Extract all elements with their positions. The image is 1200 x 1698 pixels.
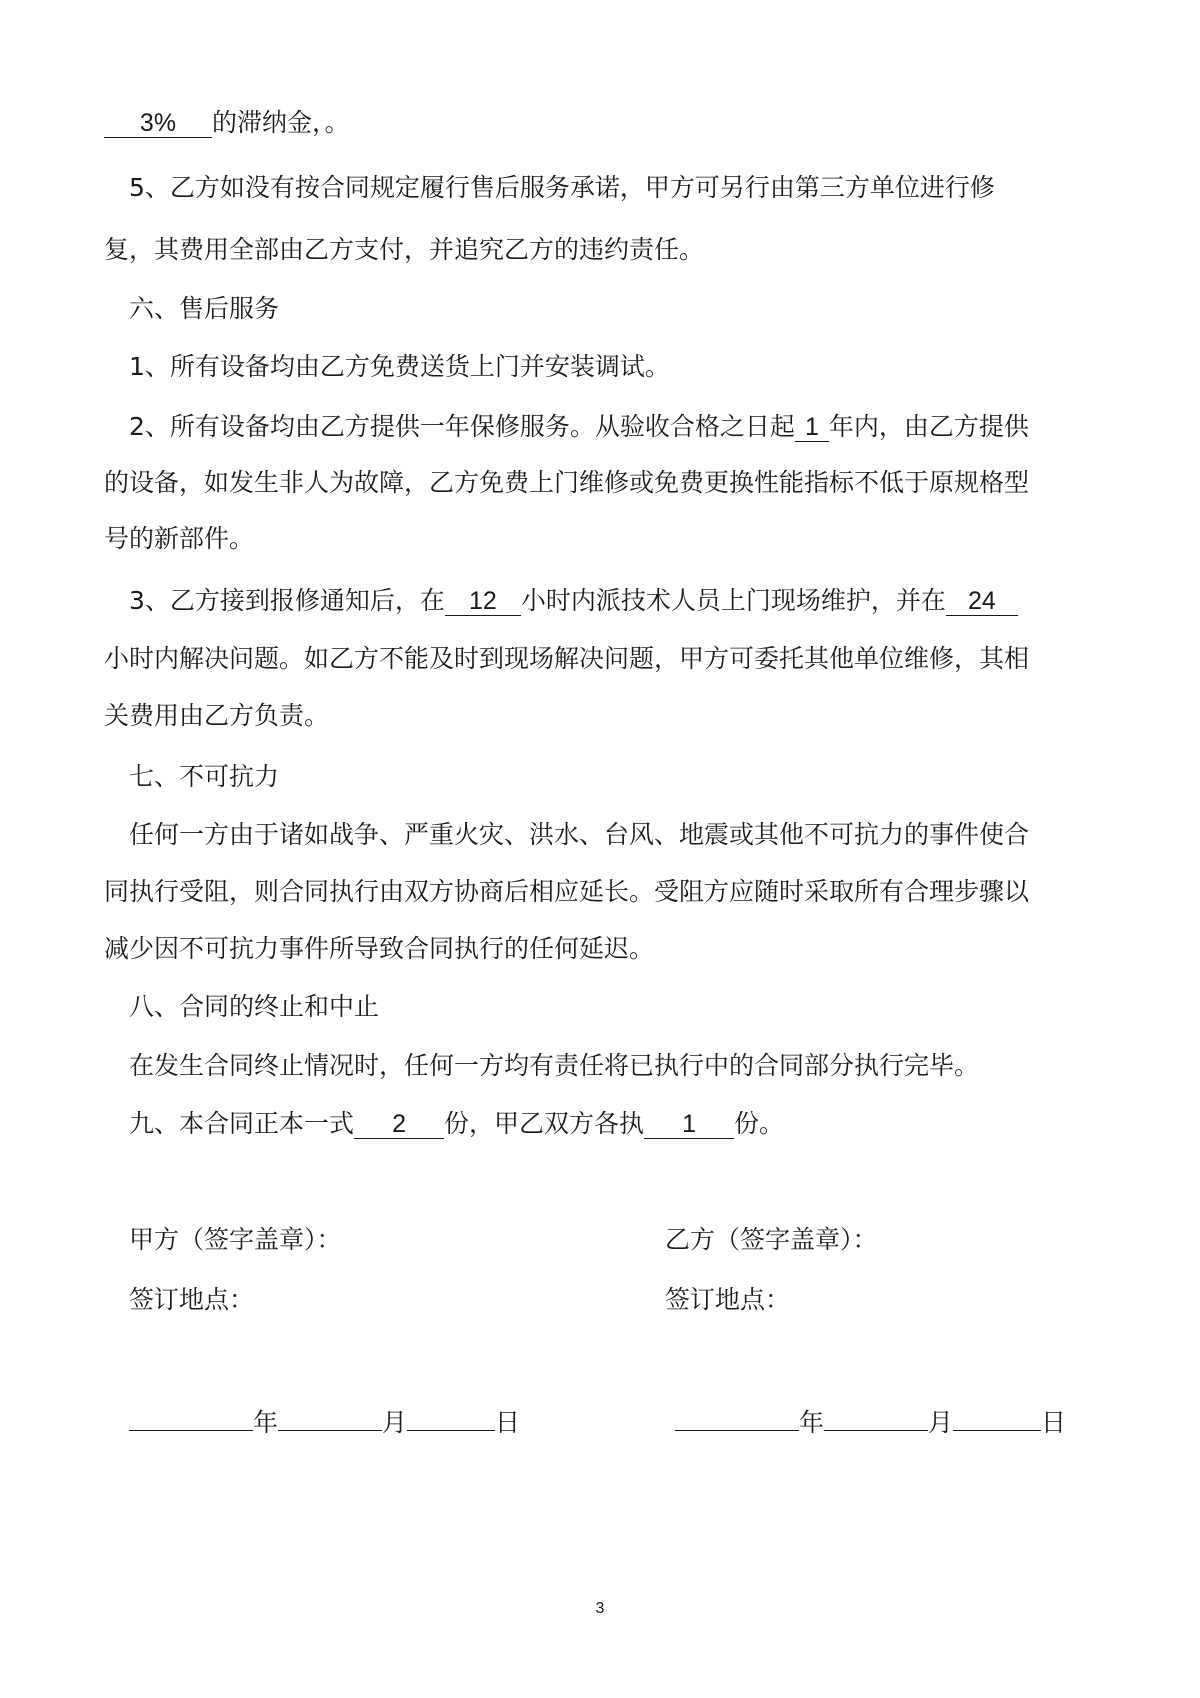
- text-segment: 的滞纳金，。: [212, 108, 350, 137]
- response-hours-fill: 12: [445, 587, 521, 616]
- month-label: 月: [928, 1408, 954, 1437]
- text-line-5: 1、所有设备均由乙方免费送货上门并安装调试。: [129, 352, 670, 381]
- resolve-hours-fill: 24: [946, 587, 1018, 616]
- text-line-17: 在发生合同终止情况时，任何一方均有责任将已执行中的合同部分执行完毕。: [129, 1051, 980, 1080]
- day-blank: [953, 1404, 1041, 1431]
- party-a-place-label: 签订地点：: [129, 1285, 255, 1314]
- text-segment: 小时内派技术人员上门现场维护，并在: [520, 586, 946, 615]
- year-label: 年: [253, 1408, 279, 1437]
- text-line-7: 的设备，如发生非人为故障，乙方免费上门维修或免费更换性能指标不低于原规格型: [104, 468, 1030, 497]
- text-line-10: 小时内解决问题。如乙方不能及时到现场解决问题，甲方可委托其他单位维修，其相: [104, 644, 1030, 673]
- text-segment: 2、所有设备均由乙方提供一年保修服务。从验收合格之日起: [129, 412, 795, 441]
- late-fee-rate-fill: 3%: [104, 109, 212, 138]
- month-blank: [824, 1404, 928, 1431]
- text-line-14: 同执行受阻，则合同执行由双方协商后相应延长。受阻方应随时采取所有合理步骤以: [104, 877, 1030, 906]
- text-segment: 份。: [734, 1109, 785, 1138]
- section-heading-termination: 八、合同的终止和中止: [129, 992, 380, 1021]
- text-line-15: 减少因不可抗力事件所导致合同执行的任何延迟。: [104, 934, 655, 963]
- text-segment: 九、本合同正本一式: [129, 1109, 355, 1138]
- warranty-years-fill: 1: [795, 413, 829, 442]
- text-segment: 年内，由乙方提供: [828, 412, 1029, 441]
- page-number: 3: [595, 1600, 605, 1617]
- year-label: 年: [799, 1408, 825, 1437]
- month-blank: [278, 1404, 382, 1431]
- party-a-signature-label: 甲方（签字盖章）：: [129, 1225, 342, 1254]
- year-blank: [129, 1404, 253, 1431]
- copies-each-fill: 1: [644, 1110, 734, 1139]
- text-line-13: 任何一方由于诸如战争、严重火灾、洪水、台风、地震或其他不可抗力的事件使合: [129, 820, 1030, 849]
- text-line-18: [129, 1107, 784, 1141]
- month-label: 月: [382, 1408, 408, 1437]
- day-blank: [407, 1404, 495, 1431]
- party-b-place-label: 签订地点：: [665, 1285, 791, 1314]
- text-line-9: [129, 584, 1018, 618]
- copies-total-fill: 2: [354, 1110, 444, 1139]
- day-label: 日: [495, 1408, 521, 1437]
- party-b-signature-label: 乙方（签字盖章）：: [665, 1225, 878, 1254]
- text-segment: 3、乙方接到报修通知后，在: [129, 586, 445, 615]
- text-line-6: [129, 410, 1029, 444]
- party-a-date-line: [129, 1404, 520, 1440]
- party-b-date-line: [675, 1404, 1066, 1440]
- text-line-11: 关费用由乙方负责。: [104, 701, 330, 730]
- day-label: 日: [1041, 1408, 1067, 1437]
- section-heading-force-majeure: 七、不可抗力: [129, 762, 280, 791]
- section-heading-after-sales: 六、售后服务: [129, 294, 280, 323]
- text-line-2: 5、乙方如没有按合同规定履行售后服务承诺，甲方可另行由第三方单位进行修: [129, 173, 995, 202]
- text-line-1: [104, 106, 350, 140]
- text-line-3: 复，其费用全部由乙方支付，并追究乙方的违约责任。: [104, 235, 705, 264]
- text-line-8: 号的新部件。: [104, 524, 255, 553]
- year-blank: [675, 1404, 799, 1431]
- text-segment: 份，甲乙双方各执: [444, 1109, 645, 1138]
